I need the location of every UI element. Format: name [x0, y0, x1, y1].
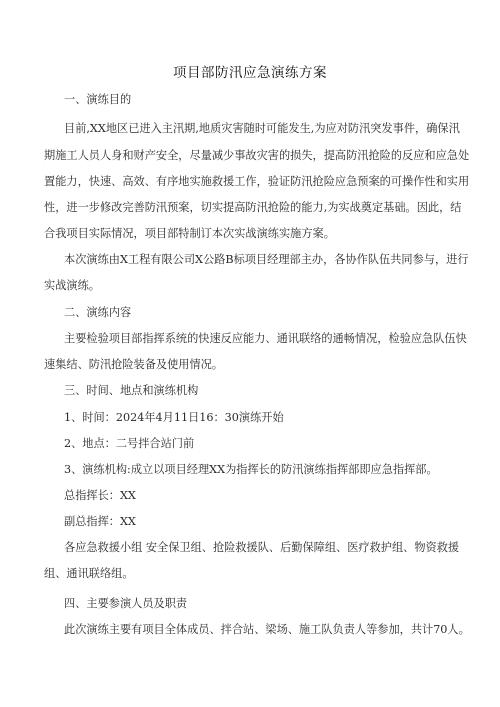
paragraph-line: 主要检验项目部指挥系统的快速反应能力、通讯联络的通畅情况，检验应急队伍快: [64, 332, 467, 345]
section-heading-participants: 四、主要参演人员及职责: [64, 597, 188, 610]
paragraph-line: 组、通讯联络组。: [44, 567, 134, 580]
paragraph-line: 合我项目实际情况，项目部特制订本次实战演练实施方案。: [44, 227, 335, 240]
paragraph-line: 此次演练主要有项目全体成员、拌合站、梁场、施工队负责人等参加，共计70人。: [64, 623, 470, 636]
list-item: 副总指挥：XX: [64, 515, 136, 528]
list-item: 1、时间：2024年4月11日16：30演练开始: [64, 411, 284, 424]
list-item: 3、演练机构:成立以项目经理XX为指挥长的防汛演练指挥部即应急指挥部。: [64, 463, 438, 476]
paragraph-line: 置能力，快速、高效、有序地实施救援工作，验证防汛抢险应急预案的可操作性和实用: [44, 175, 470, 188]
section-heading-content: 二、演练内容: [64, 306, 132, 319]
paragraph-line: 本次演练由X工程有限公司X公路B标项目经理部主办，各协作队伍共同参与，进行: [64, 253, 469, 266]
list-item: 总指挥长：XX: [64, 489, 136, 502]
document-title: 项目部防汛应急演练方案: [173, 65, 327, 81]
section-heading-purpose: 一、演练目的: [64, 93, 132, 106]
list-item: 2、地点：二号拌合站门前: [64, 437, 195, 450]
paragraph-line: 性，进一步修改完善防汛预案，切实提高防汛抢险的能力,为实战奠定基础。因此，结: [44, 201, 462, 214]
paragraph-line: 目前,XX地区已进入主汛期,地质灾害随时可能发生,为应对防汛突发事件，确保汛: [64, 122, 460, 135]
paragraph-line: 各应急救援小组 安全保卫组、抢险救援队、后勤保障组、医疗救护组、物资救援: [64, 541, 460, 554]
paragraph-line: 期施工人员人身和财产安全，尽量减少事故灾害的损失，提高防汛抢险的反应和应急处: [44, 149, 470, 162]
paragraph-line: 实战演练。: [44, 279, 100, 292]
section-heading-time-place: 三、时间、地点和演练机构: [64, 384, 199, 397]
paragraph-line: 速集结、防汛抢险装备及使用情况。: [44, 358, 224, 371]
